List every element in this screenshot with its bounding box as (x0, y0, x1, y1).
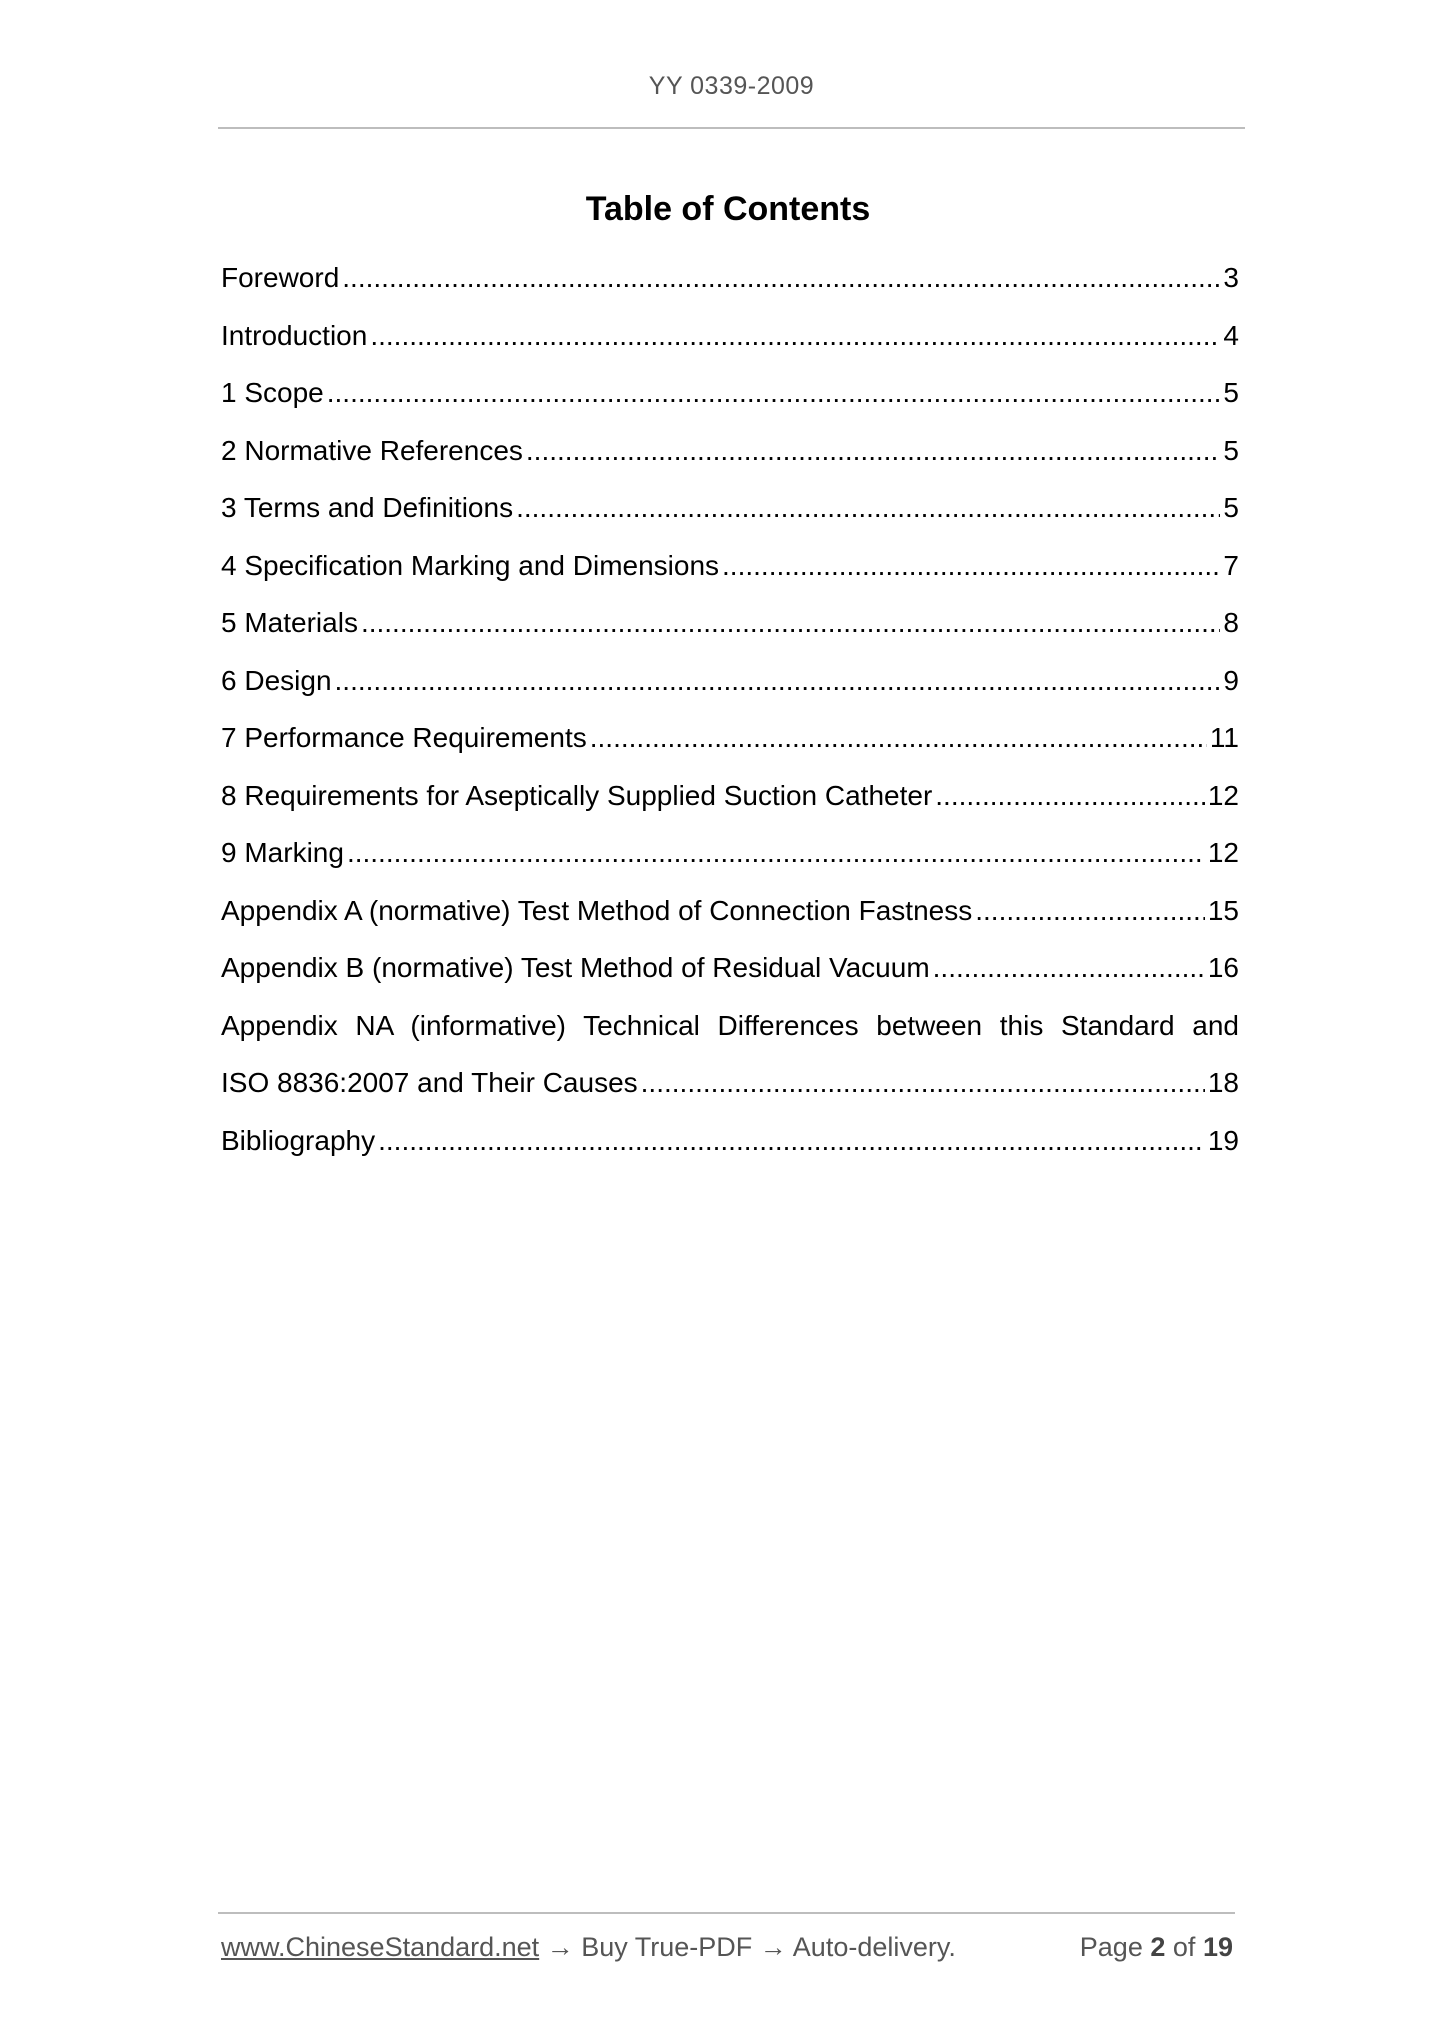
toc-entry-page: 5 (1223, 377, 1239, 408)
toc-entry-label: 4 Specification Marking and Dimensions (221, 549, 720, 581)
toc-entry-scope[interactable] (221, 373, 1239, 431)
toc-entry-label: 3 Terms and Definitions (221, 492, 514, 523)
toc-entry-label: Appendix B (normative) Test Method of Residual Vacuum (221, 952, 930, 983)
toc-entry-label: Bibliography (221, 1124, 376, 1156)
footer-divider (218, 1912, 1235, 1914)
dot-leader (347, 833, 1205, 873)
toc-entry-page: 16 (1207, 952, 1239, 983)
delivery-text: Auto-delivery. (792, 1932, 956, 1962)
toc-entry-page: 3 (1223, 262, 1239, 293)
toc-entry-label: Appendix A (normative) Test Method of Connection Fastness (221, 894, 973, 926)
toc-entry-label: 8 Requirements for Aseptically Supplied Suction Catheter (221, 779, 933, 811)
page-number (1080, 1932, 1233, 1963)
toc-entry-page: 9 (1223, 664, 1239, 696)
toc-entry-page: 8 (1223, 607, 1239, 638)
dot-leader (722, 546, 1220, 586)
toc-entry-page: 18 (1207, 1067, 1239, 1098)
toc-entry-label: Foreword (221, 262, 340, 293)
arrow-right-icon: → (759, 1932, 787, 1962)
buy-text: Buy True-PDF (581, 1932, 753, 1962)
toc-entry-label: 6 Design (221, 664, 332, 696)
toc-entry-label: Introduction (221, 319, 368, 351)
toc-entry-terms-definitions[interactable] (221, 488, 1239, 546)
total-pages: 19 (1202, 1932, 1233, 1962)
toc-entry-page: 12 (1207, 837, 1239, 868)
toc-entry-label: Appendix NA (informative) Technical Differences between this Standard and (221, 1009, 1239, 1041)
toc-entry-page: 5 (1223, 492, 1239, 523)
toc-entry-appendix-b[interactable] (221, 948, 1239, 1006)
toc-entry-appendix-na-line1[interactable] (221, 1006, 1239, 1064)
dot-leader (590, 718, 1207, 758)
dot-leader (526, 431, 1221, 471)
website-link[interactable]: www.ChineseStandard.net (221, 1932, 540, 1962)
toc-entry-label: ISO 8836:2007 and Their Causes (221, 1067, 638, 1098)
toc-entry-foreword[interactable] (221, 258, 1239, 316)
toc-entry-aseptic-requirements[interactable] (221, 776, 1239, 834)
toc-entry-page: 15 (1207, 894, 1239, 926)
dot-leader (935, 776, 1205, 816)
toc-entry-marking[interactable] (221, 833, 1239, 891)
header-divider (218, 127, 1245, 129)
toc-entry-design[interactable] (221, 661, 1239, 719)
dot-leader (327, 373, 1221, 413)
toc-entry-appendix-na[interactable] (221, 1063, 1239, 1121)
toc-entry-label: 2 Normative References (221, 434, 523, 466)
page-word: Page (1079, 1932, 1143, 1962)
toc-entry-bibliography[interactable] (221, 1121, 1239, 1179)
toc-entry-appendix-a[interactable] (221, 891, 1239, 949)
dot-leader (361, 603, 1220, 643)
toc-entry-page: 5 (1223, 434, 1239, 466)
toc-entry-label: 1 Scope (221, 377, 324, 408)
dot-leader (370, 316, 1220, 356)
toc-entry-label: 5 Materials (221, 607, 358, 638)
toc-entry-performance-requirements[interactable] (221, 718, 1239, 776)
toc-entry-page: 7 (1223, 549, 1239, 581)
dot-leader (378, 1121, 1205, 1161)
dot-leader (641, 1063, 1205, 1103)
toc-entry-specification-marking[interactable] (221, 546, 1239, 604)
toc-entry-page: 4 (1223, 319, 1239, 351)
toc-entry-page: 11 (1209, 722, 1239, 753)
toc-entry-page: 12 (1207, 779, 1239, 811)
toc-entry-page: 19 (1207, 1124, 1239, 1156)
dot-leader (933, 948, 1205, 988)
dot-leader (975, 891, 1205, 931)
toc-entry-label: 9 Marking (221, 837, 344, 868)
current-page: 2 (1150, 1932, 1166, 1962)
arrow-right-icon: → (546, 1932, 574, 1962)
document-id-header: YY 0339-2009 (648, 72, 815, 100)
dot-leader (342, 258, 1220, 298)
toc-entry-label: 7 Performance Requirements (221, 722, 587, 753)
toc-title: Table of Contents (585, 190, 871, 228)
table-of-contents (221, 258, 1239, 1178)
dot-leader (516, 488, 1220, 528)
dot-leader (335, 661, 1221, 701)
of-word: of (1172, 1932, 1196, 1962)
toc-entry-materials[interactable] (221, 603, 1239, 661)
footer-promo (221, 1932, 956, 1963)
toc-entry-normative-references[interactable] (221, 431, 1239, 489)
toc-entry-introduction[interactable] (221, 316, 1239, 374)
